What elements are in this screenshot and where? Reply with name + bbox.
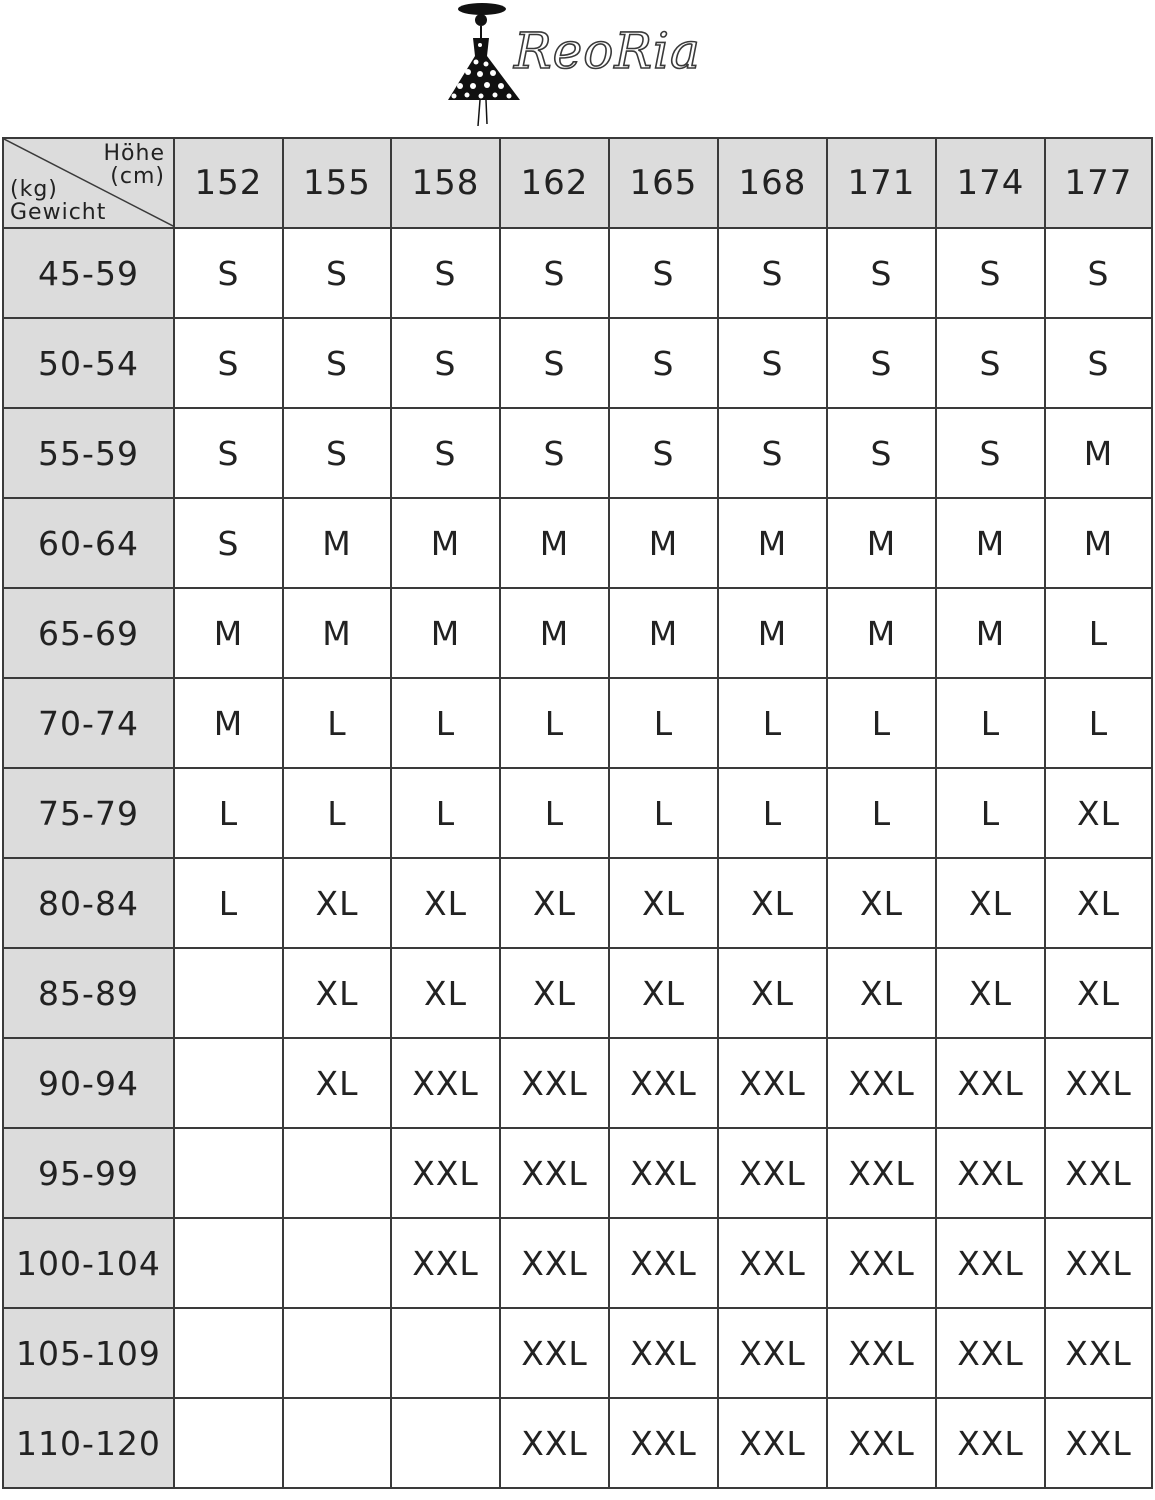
size-cell: M (391, 588, 500, 678)
size-cell: XL (283, 858, 391, 948)
size-cell (174, 948, 283, 1038)
size-cell: S (936, 318, 1045, 408)
size-cell: L (500, 678, 609, 768)
size-cell: S (609, 318, 718, 408)
size-cell: S (391, 318, 500, 408)
table-row (3, 408, 1152, 498)
size-cell: S (500, 228, 609, 318)
size-cell: XXL (1045, 1038, 1152, 1128)
height-header-cell: 171 (827, 138, 936, 228)
height-header-cell: 165 (609, 138, 718, 228)
size-cell: S (718, 408, 827, 498)
size-cell: XL (718, 858, 827, 948)
table-row (3, 1398, 1152, 1488)
size-cell: XL (391, 948, 500, 1038)
size-cell (174, 1038, 283, 1128)
size-cell: M (936, 588, 1045, 678)
size-cell: L (827, 768, 936, 858)
table-row (3, 1038, 1152, 1128)
size-cell: XXL (391, 1128, 500, 1218)
size-cell: XL (827, 858, 936, 948)
size-cell: XL (500, 858, 609, 948)
size-cell (283, 1308, 391, 1398)
size-cell: XL (936, 948, 1045, 1038)
size-cell: XXL (1045, 1398, 1152, 1488)
size-cell: S (174, 318, 283, 408)
weight-range-cell: 85-89 (3, 948, 174, 1038)
size-cell: XXL (1045, 1128, 1152, 1218)
size-cell: XXL (500, 1038, 609, 1128)
size-cell: XXL (827, 1398, 936, 1488)
size-cell: S (174, 498, 283, 588)
table-row (3, 498, 1152, 588)
weight-range-cell: 90-94 (3, 1038, 174, 1128)
height-header-cell: 158 (391, 138, 500, 228)
table-row (3, 1218, 1152, 1308)
size-cell: S (283, 228, 391, 318)
size-cell: M (1045, 408, 1152, 498)
size-cell: XL (1045, 948, 1152, 1038)
table-row (3, 1128, 1152, 1218)
size-cell: XXL (827, 1218, 936, 1308)
weight-range-cell: 60-64 (3, 498, 174, 588)
size-cell (283, 1128, 391, 1218)
size-cell: L (718, 678, 827, 768)
size-cell: M (609, 498, 718, 588)
size-cell: L (936, 768, 1045, 858)
table-row (3, 318, 1152, 408)
size-cell: XXL (500, 1308, 609, 1398)
size-cell: S (936, 408, 1045, 498)
size-cell: L (1045, 588, 1152, 678)
weight-range-cell: 50-54 (3, 318, 174, 408)
size-cell: S (609, 228, 718, 318)
size-cell (283, 1398, 391, 1488)
size-cell: XXL (391, 1218, 500, 1308)
size-cell: S (174, 408, 283, 498)
size-cell: XXL (718, 1308, 827, 1398)
size-cell: S (1045, 228, 1152, 318)
size-cell: L (391, 678, 500, 768)
height-header-cell: 174 (936, 138, 1045, 228)
size-cell: S (718, 228, 827, 318)
size-cell: XL (391, 858, 500, 948)
size-cell: XXL (936, 1398, 1045, 1488)
height-header-cell: 168 (718, 138, 827, 228)
size-cell: M (718, 588, 827, 678)
table-row (3, 588, 1152, 678)
size-cell: L (718, 768, 827, 858)
size-cell: XXL (936, 1308, 1045, 1398)
height-header-cell: 177 (1045, 138, 1152, 228)
size-cell: S (283, 318, 391, 408)
header-row (3, 138, 1152, 228)
table-row (3, 228, 1152, 318)
size-cell: S (827, 318, 936, 408)
size-cell: L (827, 678, 936, 768)
size-cell: S (827, 228, 936, 318)
size-cell: L (609, 678, 718, 768)
size-cell: XXL (391, 1038, 500, 1128)
size-cell: XXL (609, 1038, 718, 1128)
table-row (3, 1308, 1152, 1398)
size-cell: M (174, 678, 283, 768)
size-cell: L (936, 678, 1045, 768)
size-cell: XXL (936, 1128, 1045, 1218)
size-cell: L (283, 768, 391, 858)
size-cell: M (500, 588, 609, 678)
weight-range-cell: 55-59 (3, 408, 174, 498)
weight-range-cell: 70-74 (3, 678, 174, 768)
height-header-cell: 152 (174, 138, 283, 228)
size-cell: XXL (609, 1128, 718, 1218)
size-cell: XXL (1045, 1308, 1152, 1398)
size-cell: XL (283, 1038, 391, 1128)
size-cell: M (718, 498, 827, 588)
size-cell: XXL (609, 1398, 718, 1488)
weight-unit: (kg) (10, 177, 58, 202)
size-cell (174, 1308, 283, 1398)
size-cell: M (283, 588, 391, 678)
table-row (3, 858, 1152, 948)
height-unit: (cm) (110, 164, 165, 189)
height-header-cell: 162 (500, 138, 609, 228)
size-cell: XXL (500, 1128, 609, 1218)
size-cell: M (936, 498, 1045, 588)
size-cell (174, 1128, 283, 1218)
size-cell: XL (1045, 768, 1152, 858)
size-cell: M (827, 588, 936, 678)
size-cell: S (827, 408, 936, 498)
size-cell: XXL (936, 1038, 1045, 1128)
size-cell: XXL (827, 1038, 936, 1128)
height-label: Höhe (103, 141, 165, 166)
size-cell: XXL (500, 1218, 609, 1308)
table-row (3, 768, 1152, 858)
size-cell: L (391, 768, 500, 858)
size-cell: M (391, 498, 500, 588)
size-cell (391, 1308, 500, 1398)
size-cell: XXL (718, 1128, 827, 1218)
weight-range-cell: 110-120 (3, 1398, 174, 1488)
size-cell: XL (283, 948, 391, 1038)
size-cell: M (827, 498, 936, 588)
size-cell: XL (609, 858, 718, 948)
size-cell: L (500, 768, 609, 858)
size-cell (391, 1398, 500, 1488)
weight-range-cell: 95-99 (3, 1128, 174, 1218)
size-cell: S (500, 318, 609, 408)
brand-name: ReoRia (514, 22, 701, 80)
size-cell: XL (609, 948, 718, 1038)
size-cell: S (500, 408, 609, 498)
size-cell: M (609, 588, 718, 678)
weight-range-cell: 100-104 (3, 1218, 174, 1308)
size-cell (283, 1218, 391, 1308)
size-cell: S (391, 408, 500, 498)
size-cell (174, 1398, 283, 1488)
size-cell: XL (1045, 858, 1152, 948)
table-row (3, 678, 1152, 768)
size-cell: S (718, 318, 827, 408)
size-cell: XXL (827, 1308, 936, 1398)
size-chart-table (2, 137, 1153, 1489)
size-cell: XL (936, 858, 1045, 948)
size-cell: M (174, 588, 283, 678)
size-cell: XL (500, 948, 609, 1038)
weight-range-cell: 80-84 (3, 858, 174, 948)
size-cell: L (609, 768, 718, 858)
size-cell: S (609, 408, 718, 498)
weight-range-cell: 105-109 (3, 1308, 174, 1398)
size-cell: M (500, 498, 609, 588)
size-cell: XXL (609, 1218, 718, 1308)
height-header-cell: 155 (283, 138, 391, 228)
weight-range-cell: 65-69 (3, 588, 174, 678)
size-cell: XXL (1045, 1218, 1152, 1308)
size-cell: M (1045, 498, 1152, 588)
size-cell: XXL (718, 1398, 827, 1488)
size-cell: L (174, 858, 283, 948)
size-cell: XXL (718, 1218, 827, 1308)
size-cell: XL (718, 948, 827, 1038)
size-cell: XXL (827, 1128, 936, 1218)
weight-range-cell: 45-59 (3, 228, 174, 318)
size-cell: S (174, 228, 283, 318)
size-cell: XXL (936, 1218, 1045, 1308)
size-cell: S (1045, 318, 1152, 408)
brand-logo (440, 0, 720, 132)
size-cell: L (283, 678, 391, 768)
size-cell: XL (827, 948, 936, 1038)
size-cell: XXL (609, 1308, 718, 1398)
size-cell: M (283, 498, 391, 588)
corner-cell (3, 138, 174, 228)
table-row (3, 948, 1152, 1038)
size-cell: L (1045, 678, 1152, 768)
weight-label: Gewicht (10, 200, 107, 225)
size-cell: S (283, 408, 391, 498)
weight-range-cell: 75-79 (3, 768, 174, 858)
size-cell: XXL (500, 1398, 609, 1488)
size-cell (174, 1218, 283, 1308)
size-cell: XXL (718, 1038, 827, 1128)
size-cell: S (391, 228, 500, 318)
size-cell: L (174, 768, 283, 858)
size-cell: S (936, 228, 1045, 318)
